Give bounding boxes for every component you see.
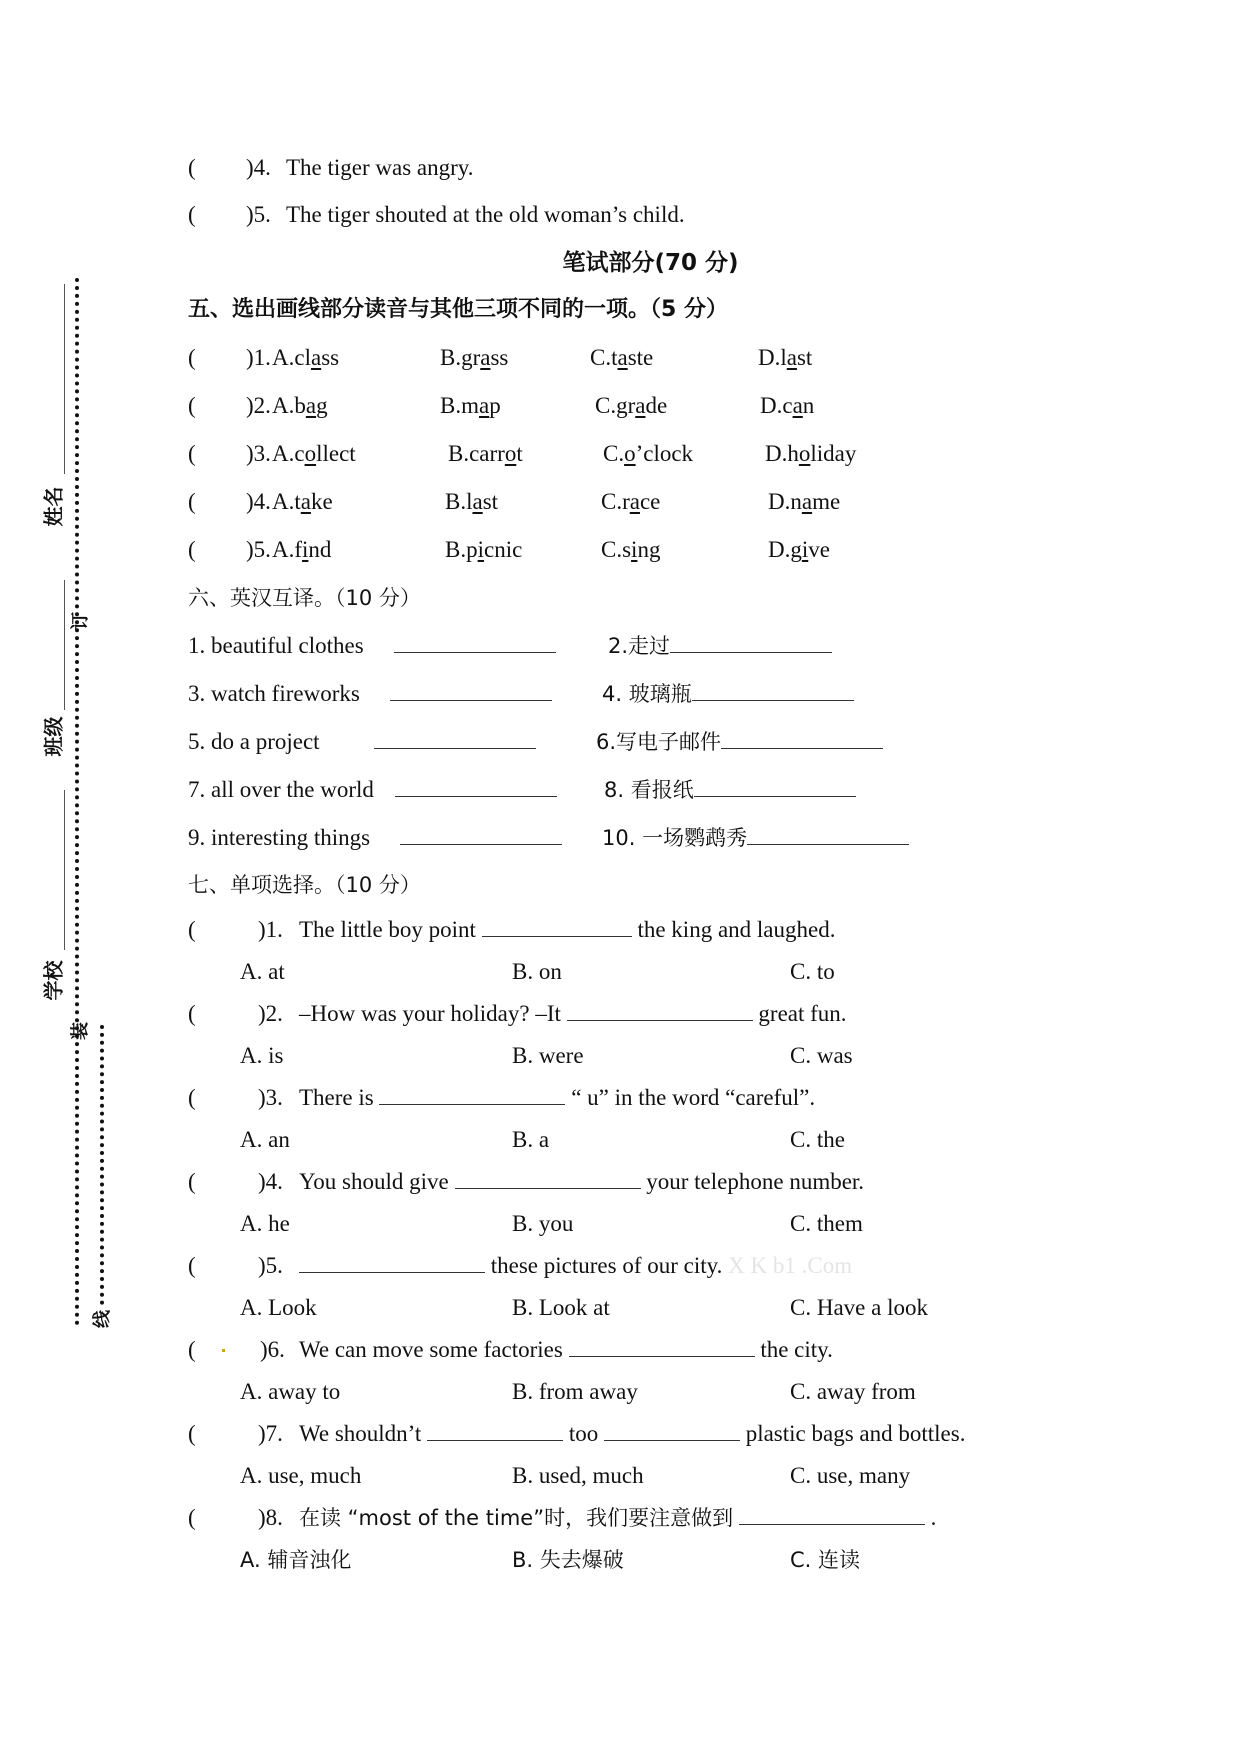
translation-prompt: 1. beautiful clothes bbox=[188, 633, 364, 658]
mc-option[interactable]: B. used, much bbox=[512, 1463, 644, 1488]
watermark-text: X K b1 .Com bbox=[728, 1253, 853, 1278]
answer-blank[interactable] bbox=[455, 1168, 641, 1189]
question-stem bbox=[299, 1083, 815, 1113]
underlined-letters: a bbox=[480, 345, 491, 370]
answer-paren[interactable]: ( bbox=[188, 441, 196, 466]
question-number: )2. bbox=[258, 1001, 283, 1026]
phonics-option bbox=[601, 487, 660, 517]
option-prefix: D.h bbox=[765, 441, 799, 466]
answer-blank[interactable] bbox=[604, 1420, 740, 1441]
underlined-letters: o bbox=[504, 441, 517, 466]
binding-mark-zhuang: 装 bbox=[70, 1022, 91, 1040]
class-write-line-top bbox=[64, 580, 65, 710]
stem-before: We shouldn’t bbox=[299, 1421, 422, 1446]
name-write-line bbox=[64, 284, 65, 474]
option-suffix: n bbox=[802, 393, 815, 418]
phonics-option bbox=[765, 439, 856, 469]
stray-mark bbox=[222, 1349, 225, 1352]
question-stem bbox=[299, 1167, 864, 1197]
mc-option[interactable]: B. a bbox=[512, 1127, 550, 1152]
question-number: )1. bbox=[246, 345, 271, 370]
translation-prompt: 5. do a project bbox=[188, 729, 320, 754]
question-stem bbox=[299, 1503, 936, 1533]
translation-prompt: 7. all over the world bbox=[188, 777, 374, 802]
phonics-option bbox=[272, 535, 331, 565]
question-number: )4. bbox=[246, 489, 271, 514]
answer-blank[interactable] bbox=[670, 632, 832, 653]
underlined-letters: i bbox=[801, 537, 809, 562]
underlined-letters: a bbox=[472, 489, 483, 514]
answer-paren[interactable]: ( bbox=[188, 1085, 196, 1110]
mc-option[interactable]: A. 辅音浊化 bbox=[240, 1548, 352, 1572]
answer-blank[interactable] bbox=[299, 1252, 485, 1273]
phonics-option bbox=[272, 391, 328, 421]
underlined-letters: o bbox=[624, 441, 636, 466]
translation-prompt bbox=[596, 727, 883, 757]
mc-option[interactable]: B. 失去爆破 bbox=[512, 1548, 624, 1572]
prompt-text: 10. 一场鹦鹉秀 bbox=[602, 826, 748, 850]
class-label: 班级 bbox=[41, 716, 66, 757]
stem-before: You should give bbox=[299, 1169, 449, 1194]
option-suffix: t bbox=[516, 441, 523, 466]
mc-option[interactable]: B. you bbox=[512, 1211, 574, 1236]
option-suffix: ve bbox=[808, 537, 830, 562]
phonics-option bbox=[590, 343, 653, 373]
stem-before: There is bbox=[299, 1085, 374, 1110]
school-label: 学校 bbox=[41, 960, 66, 1001]
option-prefix: D.l bbox=[758, 345, 787, 370]
answer-paren[interactable]: ( bbox=[188, 202, 196, 227]
phonics-option bbox=[272, 487, 333, 517]
answer-blank[interactable] bbox=[390, 679, 552, 709]
answer-paren[interactable]: ( bbox=[188, 1421, 196, 1446]
option-suffix: de bbox=[645, 393, 668, 418]
underlined-letters: i bbox=[477, 537, 484, 562]
phonics-option bbox=[595, 391, 667, 421]
question-number: )7. bbox=[258, 1421, 283, 1446]
option-suffix: ce bbox=[639, 489, 661, 514]
stem-before: 在读 “most of the time”时，我们要注意做到 bbox=[299, 1506, 734, 1530]
stem-middle: too bbox=[568, 1421, 599, 1446]
underlined-letters: o bbox=[304, 441, 317, 466]
underlined-letters: i bbox=[302, 537, 309, 562]
stem-before: –How was your holiday? –It bbox=[299, 1001, 561, 1026]
option-prefix: B.carr bbox=[448, 441, 505, 466]
option-prefix: A.f bbox=[272, 537, 303, 562]
question-stem bbox=[299, 915, 835, 945]
answer-blank[interactable] bbox=[721, 728, 883, 749]
answer-paren[interactable]: ( bbox=[188, 155, 196, 180]
option-suffix: st bbox=[796, 345, 813, 370]
underlined-letters: a bbox=[792, 393, 803, 418]
phonics-option bbox=[445, 535, 522, 565]
answer-paren[interactable]: ( bbox=[188, 1505, 196, 1530]
answer-paren[interactable]: ( bbox=[188, 489, 196, 514]
option-suffix: llect bbox=[316, 441, 356, 466]
answer-paren[interactable]: ( bbox=[188, 393, 196, 418]
question-number: )3. bbox=[246, 441, 271, 466]
phonics-option bbox=[758, 343, 812, 373]
answer-paren[interactable]: ( bbox=[188, 1253, 196, 1278]
phonics-option bbox=[272, 439, 356, 469]
answer-blank[interactable] bbox=[482, 916, 632, 937]
stem-after: . bbox=[930, 1505, 937, 1530]
mc-option[interactable]: A. he bbox=[240, 1211, 290, 1236]
binding-dotted-line-inner bbox=[100, 1025, 104, 1305]
phonics-option bbox=[768, 535, 830, 565]
mc-option[interactable]: C. away from bbox=[790, 1379, 916, 1404]
option-prefix: D.c bbox=[760, 393, 793, 418]
option-prefix: C.s bbox=[601, 537, 632, 562]
answer-blank[interactable] bbox=[400, 823, 562, 853]
prompt-text: 6.写电子邮件 bbox=[596, 730, 722, 754]
stem-before: We can move some factories bbox=[299, 1337, 563, 1362]
option-suffix: cnic bbox=[483, 537, 523, 562]
option-prefix: D.g bbox=[768, 537, 802, 562]
phonics-option bbox=[448, 439, 523, 469]
option-suffix: ng bbox=[637, 537, 661, 562]
option-suffix: nd bbox=[308, 537, 332, 562]
mc-option[interactable]: B. from away bbox=[512, 1379, 638, 1404]
option-suffix: liday bbox=[810, 441, 857, 466]
option-suffix: st bbox=[482, 489, 499, 514]
translation-prompt: 9. interesting things bbox=[188, 825, 371, 850]
translation-prompt bbox=[608, 631, 832, 661]
option-suffix: ste bbox=[627, 345, 654, 370]
mc-option[interactable]: B. on bbox=[512, 959, 562, 984]
answer-paren[interactable]: ( bbox=[188, 1337, 196, 1362]
option-suffix: ’clock bbox=[635, 441, 694, 466]
option-prefix: B.m bbox=[440, 393, 479, 418]
underlined-letters: i bbox=[631, 537, 638, 562]
question-number: )5. bbox=[246, 537, 271, 562]
translation-prompt bbox=[602, 823, 909, 853]
question-number: )3. bbox=[258, 1085, 283, 1110]
option-prefix: D.n bbox=[768, 489, 802, 514]
underlined-letters: a bbox=[801, 489, 813, 514]
stem-after: your telephone number. bbox=[646, 1169, 865, 1194]
underlined-letters: a bbox=[629, 489, 640, 514]
binding-mark-xian: 线 bbox=[92, 1310, 113, 1328]
section5-title: 五、选出画线部分读音与其他三项不同的一项。（5 分） bbox=[188, 297, 728, 322]
underlined-letters: a bbox=[635, 393, 646, 418]
translation-prompt bbox=[602, 679, 854, 709]
question-number: )6. bbox=[260, 1337, 285, 1362]
option-prefix: A.b bbox=[272, 393, 306, 418]
question-number: )8. bbox=[258, 1505, 283, 1530]
answer-paren[interactable]: ( bbox=[188, 1001, 196, 1026]
phonics-option bbox=[272, 343, 339, 373]
prompt-text: 8. 看报纸 bbox=[604, 778, 694, 802]
mc-option[interactable]: A. an bbox=[240, 1127, 290, 1152]
question-number: )4. bbox=[258, 1169, 283, 1194]
class-write-line bbox=[64, 790, 65, 950]
stem-after: plastic bags and bottles. bbox=[745, 1421, 966, 1446]
mc-option[interactable]: B. Look at bbox=[512, 1295, 610, 1320]
answer-blank[interactable] bbox=[692, 680, 854, 701]
mc-option[interactable]: A. at bbox=[240, 959, 285, 984]
stem-before: The little boy point bbox=[299, 917, 476, 942]
option-suffix: ss bbox=[490, 345, 509, 370]
option-suffix: ss bbox=[321, 345, 340, 370]
mc-option[interactable]: A. use, much bbox=[240, 1463, 362, 1488]
underlined-letters: a bbox=[478, 393, 490, 418]
phonics-option bbox=[760, 391, 814, 421]
section6-title: 六、英汉互译。（10 分） bbox=[188, 586, 421, 610]
answer-paren[interactable]: ( bbox=[188, 537, 196, 562]
option-prefix: B.l bbox=[445, 489, 473, 514]
binding-mark-ding: 订 bbox=[70, 612, 91, 630]
underlined-letters: o bbox=[798, 441, 811, 466]
answer-blank[interactable] bbox=[569, 1336, 755, 1357]
question-number: )4. bbox=[246, 155, 271, 180]
mc-option[interactable]: B. were bbox=[512, 1043, 584, 1068]
option-prefix: A.t bbox=[272, 489, 301, 514]
mc-option[interactable]: C. 连读 bbox=[790, 1548, 861, 1572]
answer-blank[interactable] bbox=[395, 775, 557, 805]
mc-option[interactable]: A. away to bbox=[240, 1379, 341, 1404]
binding-dotted-line bbox=[75, 278, 79, 1326]
mc-option[interactable]: C. them bbox=[790, 1211, 863, 1236]
answer-blank[interactable] bbox=[567, 1000, 753, 1021]
option-prefix: B.gr bbox=[440, 345, 481, 370]
option-prefix: C. bbox=[603, 441, 625, 466]
answer-blank[interactable] bbox=[694, 776, 856, 797]
underlined-letters: a bbox=[310, 345, 322, 370]
phonics-option bbox=[440, 391, 501, 421]
question-stem bbox=[299, 999, 847, 1029]
answer-blank[interactable] bbox=[394, 631, 556, 661]
answer-paren[interactable]: ( bbox=[188, 345, 196, 370]
option-prefix: C.gr bbox=[595, 393, 636, 418]
translation-prompt bbox=[604, 775, 856, 805]
question-text: The tiger shouted at the old woman’s child. bbox=[286, 202, 685, 227]
mc-option[interactable]: A. Look bbox=[240, 1295, 317, 1320]
option-prefix: A.c bbox=[272, 441, 305, 466]
mc-option[interactable]: C. use, many bbox=[790, 1463, 911, 1488]
question-number: )2. bbox=[246, 393, 271, 418]
prompt-text: 2.走过 bbox=[608, 634, 671, 658]
answer-blank[interactable] bbox=[379, 1084, 565, 1105]
question-stem bbox=[299, 1335, 833, 1365]
answer-blank[interactable] bbox=[747, 824, 909, 845]
mc-option[interactable]: C. was bbox=[790, 1043, 853, 1068]
option-prefix: A.cl bbox=[272, 345, 311, 370]
option-suffix: me bbox=[812, 489, 841, 514]
question-number: )5. bbox=[258, 1253, 283, 1278]
phonics-option bbox=[601, 535, 660, 565]
underlined-letters: a bbox=[300, 489, 311, 514]
answer-blank[interactable] bbox=[739, 1504, 925, 1525]
prompt-text: 4. 玻璃瓶 bbox=[602, 682, 692, 706]
option-suffix: ke bbox=[310, 489, 333, 514]
underlined-letters: a bbox=[617, 345, 628, 370]
section7-title: 七、单项选择。（10 分） bbox=[188, 873, 421, 897]
phonics-option bbox=[445, 487, 498, 517]
answer-blank[interactable] bbox=[427, 1420, 563, 1441]
stem-after: the city. bbox=[760, 1337, 833, 1362]
underlined-letters: a bbox=[786, 345, 797, 370]
question-stem bbox=[299, 1419, 965, 1449]
question-text: The tiger was angry. bbox=[286, 155, 474, 180]
phonics-option bbox=[603, 439, 693, 469]
option-suffix: p bbox=[489, 393, 501, 418]
answer-blank[interactable] bbox=[374, 727, 536, 757]
mc-option[interactable]: A. is bbox=[240, 1043, 284, 1068]
answer-paren[interactable]: ( bbox=[188, 1169, 196, 1194]
option-prefix: B.p bbox=[445, 537, 478, 562]
name-label: 姓名 bbox=[41, 486, 66, 527]
option-suffix: g bbox=[316, 393, 328, 418]
mc-option[interactable]: C. Have a look bbox=[790, 1295, 928, 1320]
stem-after: great fun. bbox=[758, 1001, 847, 1026]
answer-paren[interactable]: ( bbox=[188, 917, 196, 942]
stem-after: the king and laughed. bbox=[637, 917, 836, 942]
mc-option[interactable]: C. to bbox=[790, 959, 835, 984]
stem-after: these pictures of our city. bbox=[490, 1253, 723, 1278]
stem-after: “ u” in the word “careful”. bbox=[571, 1085, 816, 1110]
question-number: )5. bbox=[246, 202, 271, 227]
translation-prompt: 3. watch fireworks bbox=[188, 681, 360, 706]
question-number: )1. bbox=[258, 917, 283, 942]
question-stem bbox=[299, 1251, 852, 1281]
option-prefix: C.t bbox=[590, 345, 618, 370]
written-section-heading: 笔试部分(70 分) bbox=[562, 250, 739, 276]
phonics-option bbox=[768, 487, 840, 517]
mc-option[interactable]: C. the bbox=[790, 1127, 845, 1152]
underlined-letters: a bbox=[305, 393, 317, 418]
phonics-option bbox=[440, 343, 508, 373]
option-prefix: C.r bbox=[601, 489, 630, 514]
